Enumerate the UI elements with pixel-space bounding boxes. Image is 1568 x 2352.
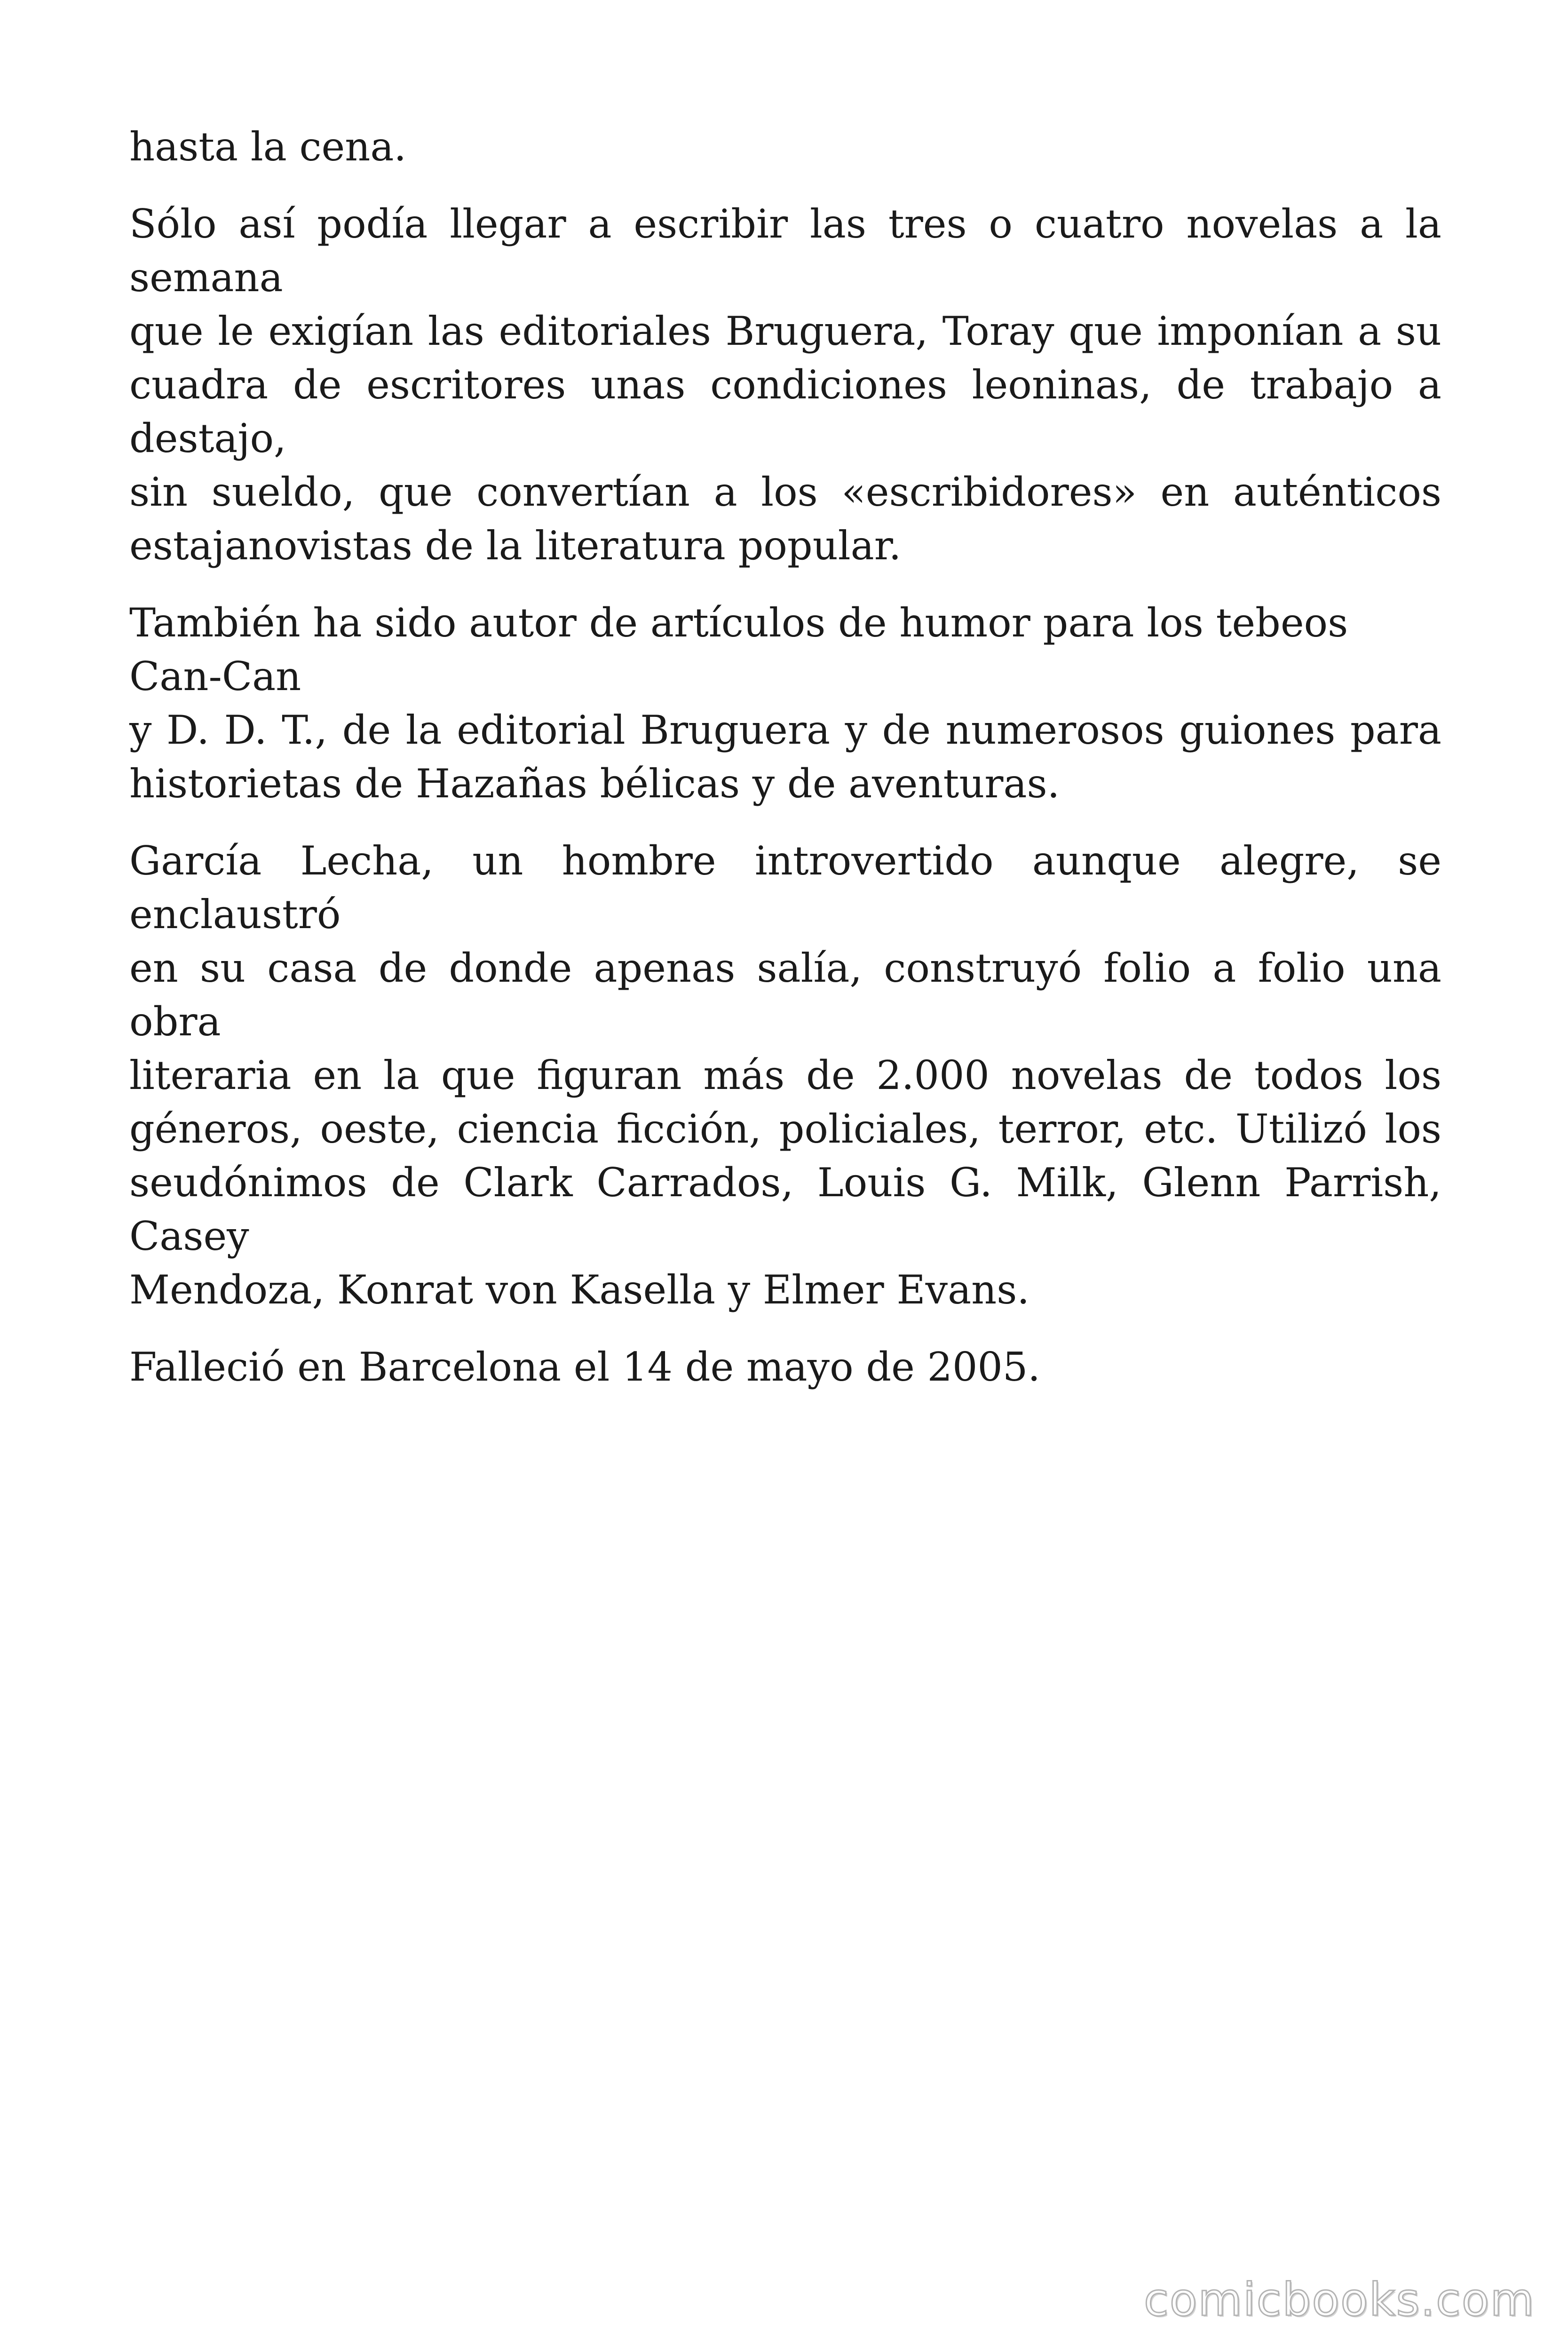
- text-line: estajanovistas de la literatura popular.: [129, 523, 902, 569]
- text-line: Can-Can: [129, 653, 301, 699]
- text-line: Falleció en Barcelona el 14 de mayo de 2005.: [129, 1344, 1041, 1390]
- text-line: cuadra de escritores unas condiciones leoninas, de trabajo a destajo,: [129, 362, 1441, 461]
- text-line: literaria en la que figuran más de 2.000 novelas de todos los: [129, 1052, 1441, 1098]
- paragraph-5: [129, 1340, 1441, 1394]
- text-line: García Lecha, un hombre introvertido aunque alegre, se enclaustró: [129, 838, 1441, 938]
- text-line: hasta la cena.: [129, 124, 407, 170]
- text-line: historietas de Hazañas bélicas y de aventuras.: [129, 761, 1060, 807]
- text-line: géneros, oeste, ciencia ficción, policiales, terror, etc. Utilizó los: [129, 1106, 1441, 1152]
- text-line: que le exigían las editoriales Bruguera, Toray que imponían a su: [129, 308, 1441, 354]
- text-line: sin sueldo, que convertían a los «escribidores» en auténticos: [129, 469, 1441, 515]
- text-line: seudónimos de Clark Carrados, Louis G. Milk, Glenn Parrish, Casey: [129, 1160, 1441, 1259]
- watermark-text: comicbooks.com: [1143, 2273, 1535, 2326]
- text-line: Mendoza, Konrat von Kasella y Elmer Evans.: [129, 1267, 1030, 1313]
- paragraph-2: [129, 197, 1441, 572]
- paragraph-4: [129, 834, 1441, 1317]
- text-line: en su casa de donde apenas salía, construyó folio a folio una obra: [129, 945, 1441, 1045]
- text-line: Sólo así podía llegar a escribir las tres o cuatro novelas a la semana: [129, 201, 1441, 301]
- paragraph-1: [129, 120, 1441, 174]
- text-line: También ha sido autor de artículos de humor para los tebeos: [129, 600, 1348, 646]
- paragraph-3: [129, 596, 1441, 810]
- text-line: y D. D. T., de la editorial Bruguera y de numerosos guiones para: [129, 707, 1441, 753]
- body-text: [129, 120, 1441, 1417]
